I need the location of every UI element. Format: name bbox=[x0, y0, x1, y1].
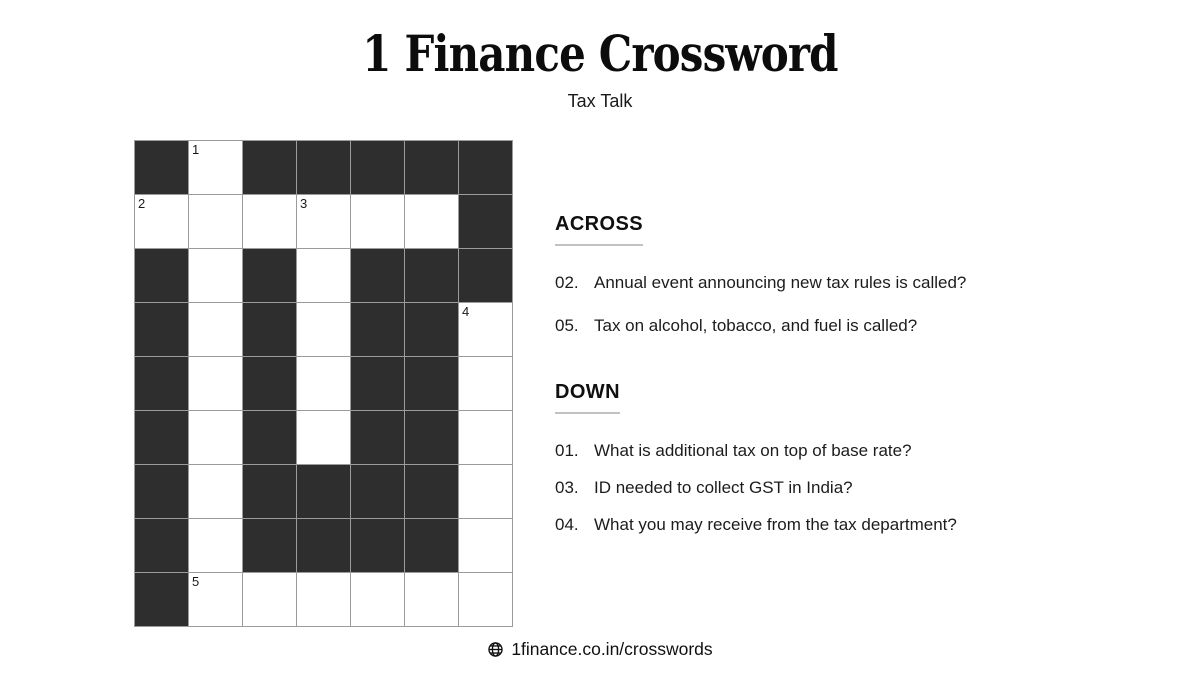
black-cell bbox=[243, 249, 296, 302]
black-cell bbox=[135, 411, 188, 464]
globe-icon bbox=[487, 641, 504, 658]
cell-number: 2 bbox=[138, 196, 146, 211]
black-cell bbox=[405, 303, 458, 356]
white-cell[interactable] bbox=[135, 195, 188, 248]
black-cell bbox=[459, 249, 512, 302]
black-cell bbox=[351, 411, 404, 464]
clue-text: What is additional tax on top of base rate? bbox=[594, 441, 912, 460]
black-cell bbox=[135, 465, 188, 518]
across-clue-list bbox=[555, 273, 1095, 336]
white-cell[interactable] bbox=[297, 303, 350, 356]
white-cell[interactable] bbox=[297, 573, 350, 626]
white-cell[interactable] bbox=[189, 465, 242, 518]
white-cell[interactable] bbox=[297, 411, 350, 464]
black-cell bbox=[405, 519, 458, 572]
white-cell[interactable] bbox=[243, 573, 296, 626]
cell-number: 1 bbox=[192, 142, 200, 157]
black-cell bbox=[243, 519, 296, 572]
black-cell bbox=[243, 465, 296, 518]
clue-number: 02. bbox=[555, 273, 579, 292]
black-cell bbox=[297, 465, 350, 518]
black-cell bbox=[135, 303, 188, 356]
crossword-grid bbox=[134, 140, 513, 627]
clue-number: 01. bbox=[555, 441, 579, 460]
black-cell bbox=[297, 519, 350, 572]
white-cell[interactable] bbox=[459, 303, 512, 356]
black-cell bbox=[135, 357, 188, 410]
black-cell bbox=[135, 141, 188, 194]
white-cell[interactable] bbox=[189, 573, 242, 626]
white-cell[interactable] bbox=[459, 573, 512, 626]
black-cell bbox=[351, 519, 404, 572]
clue-text: What you may receive from the tax department? bbox=[594, 515, 957, 534]
white-cell[interactable] bbox=[189, 195, 242, 248]
black-cell bbox=[135, 249, 188, 302]
black-cell bbox=[405, 249, 458, 302]
page-title: 1 Finance Crossword bbox=[362, 24, 838, 83]
clue-number: 03. bbox=[555, 478, 579, 497]
black-cell bbox=[135, 573, 188, 626]
down-section bbox=[555, 380, 1095, 552]
black-cell bbox=[243, 357, 296, 410]
black-cell bbox=[351, 141, 404, 194]
white-cell[interactable] bbox=[459, 465, 512, 518]
across-heading: ACROSS bbox=[555, 212, 643, 246]
across-section bbox=[555, 212, 1095, 359]
white-cell[interactable] bbox=[189, 411, 242, 464]
cell-number: 3 bbox=[300, 196, 308, 211]
white-cell[interactable] bbox=[297, 357, 350, 410]
cell-number: 5 bbox=[192, 574, 200, 589]
white-cell[interactable] bbox=[405, 573, 458, 626]
white-cell[interactable] bbox=[189, 249, 242, 302]
white-cell[interactable] bbox=[189, 303, 242, 356]
white-cell[interactable] bbox=[189, 519, 242, 572]
clue-row bbox=[555, 316, 1095, 336]
white-cell[interactable] bbox=[351, 195, 404, 248]
clue-row bbox=[555, 273, 1095, 293]
black-cell bbox=[405, 465, 458, 518]
black-cell bbox=[135, 519, 188, 572]
white-cell[interactable] bbox=[243, 195, 296, 248]
black-cell bbox=[297, 141, 350, 194]
black-cell bbox=[351, 249, 404, 302]
black-cell bbox=[351, 303, 404, 356]
clue-text: Annual event announcing new tax rules is called? bbox=[594, 273, 967, 292]
black-cell bbox=[243, 141, 296, 194]
white-cell[interactable] bbox=[459, 411, 512, 464]
black-cell bbox=[405, 141, 458, 194]
black-cell bbox=[459, 195, 512, 248]
cell-number: 4 bbox=[462, 304, 470, 319]
black-cell bbox=[351, 465, 404, 518]
clue-row bbox=[555, 515, 1095, 535]
down-clue-list bbox=[555, 441, 1095, 535]
clue-text: ID needed to collect GST in India? bbox=[594, 478, 853, 497]
page-subtitle: Tax Talk bbox=[567, 91, 633, 111]
clue-row bbox=[555, 441, 1095, 461]
black-cell bbox=[243, 303, 296, 356]
black-cell bbox=[351, 357, 404, 410]
white-cell[interactable] bbox=[459, 519, 512, 572]
white-cell[interactable] bbox=[351, 573, 404, 626]
footer-url[interactable]: 1finance.co.in/crosswords bbox=[511, 639, 713, 659]
black-cell bbox=[405, 411, 458, 464]
clue-text: Tax on alcohol, tobacco, and fuel is called? bbox=[594, 316, 918, 335]
footer bbox=[0, 639, 1200, 660]
clue-number: 04. bbox=[555, 515, 579, 534]
black-cell bbox=[459, 141, 512, 194]
white-cell[interactable] bbox=[459, 357, 512, 410]
white-cell[interactable] bbox=[405, 195, 458, 248]
white-cell[interactable] bbox=[297, 195, 350, 248]
white-cell[interactable] bbox=[297, 249, 350, 302]
black-cell bbox=[243, 411, 296, 464]
clue-number: 05. bbox=[555, 316, 579, 335]
white-cell[interactable] bbox=[189, 357, 242, 410]
clue-row bbox=[555, 478, 1095, 498]
white-cell[interactable] bbox=[189, 141, 242, 194]
down-heading: DOWN bbox=[555, 380, 620, 414]
black-cell bbox=[405, 357, 458, 410]
